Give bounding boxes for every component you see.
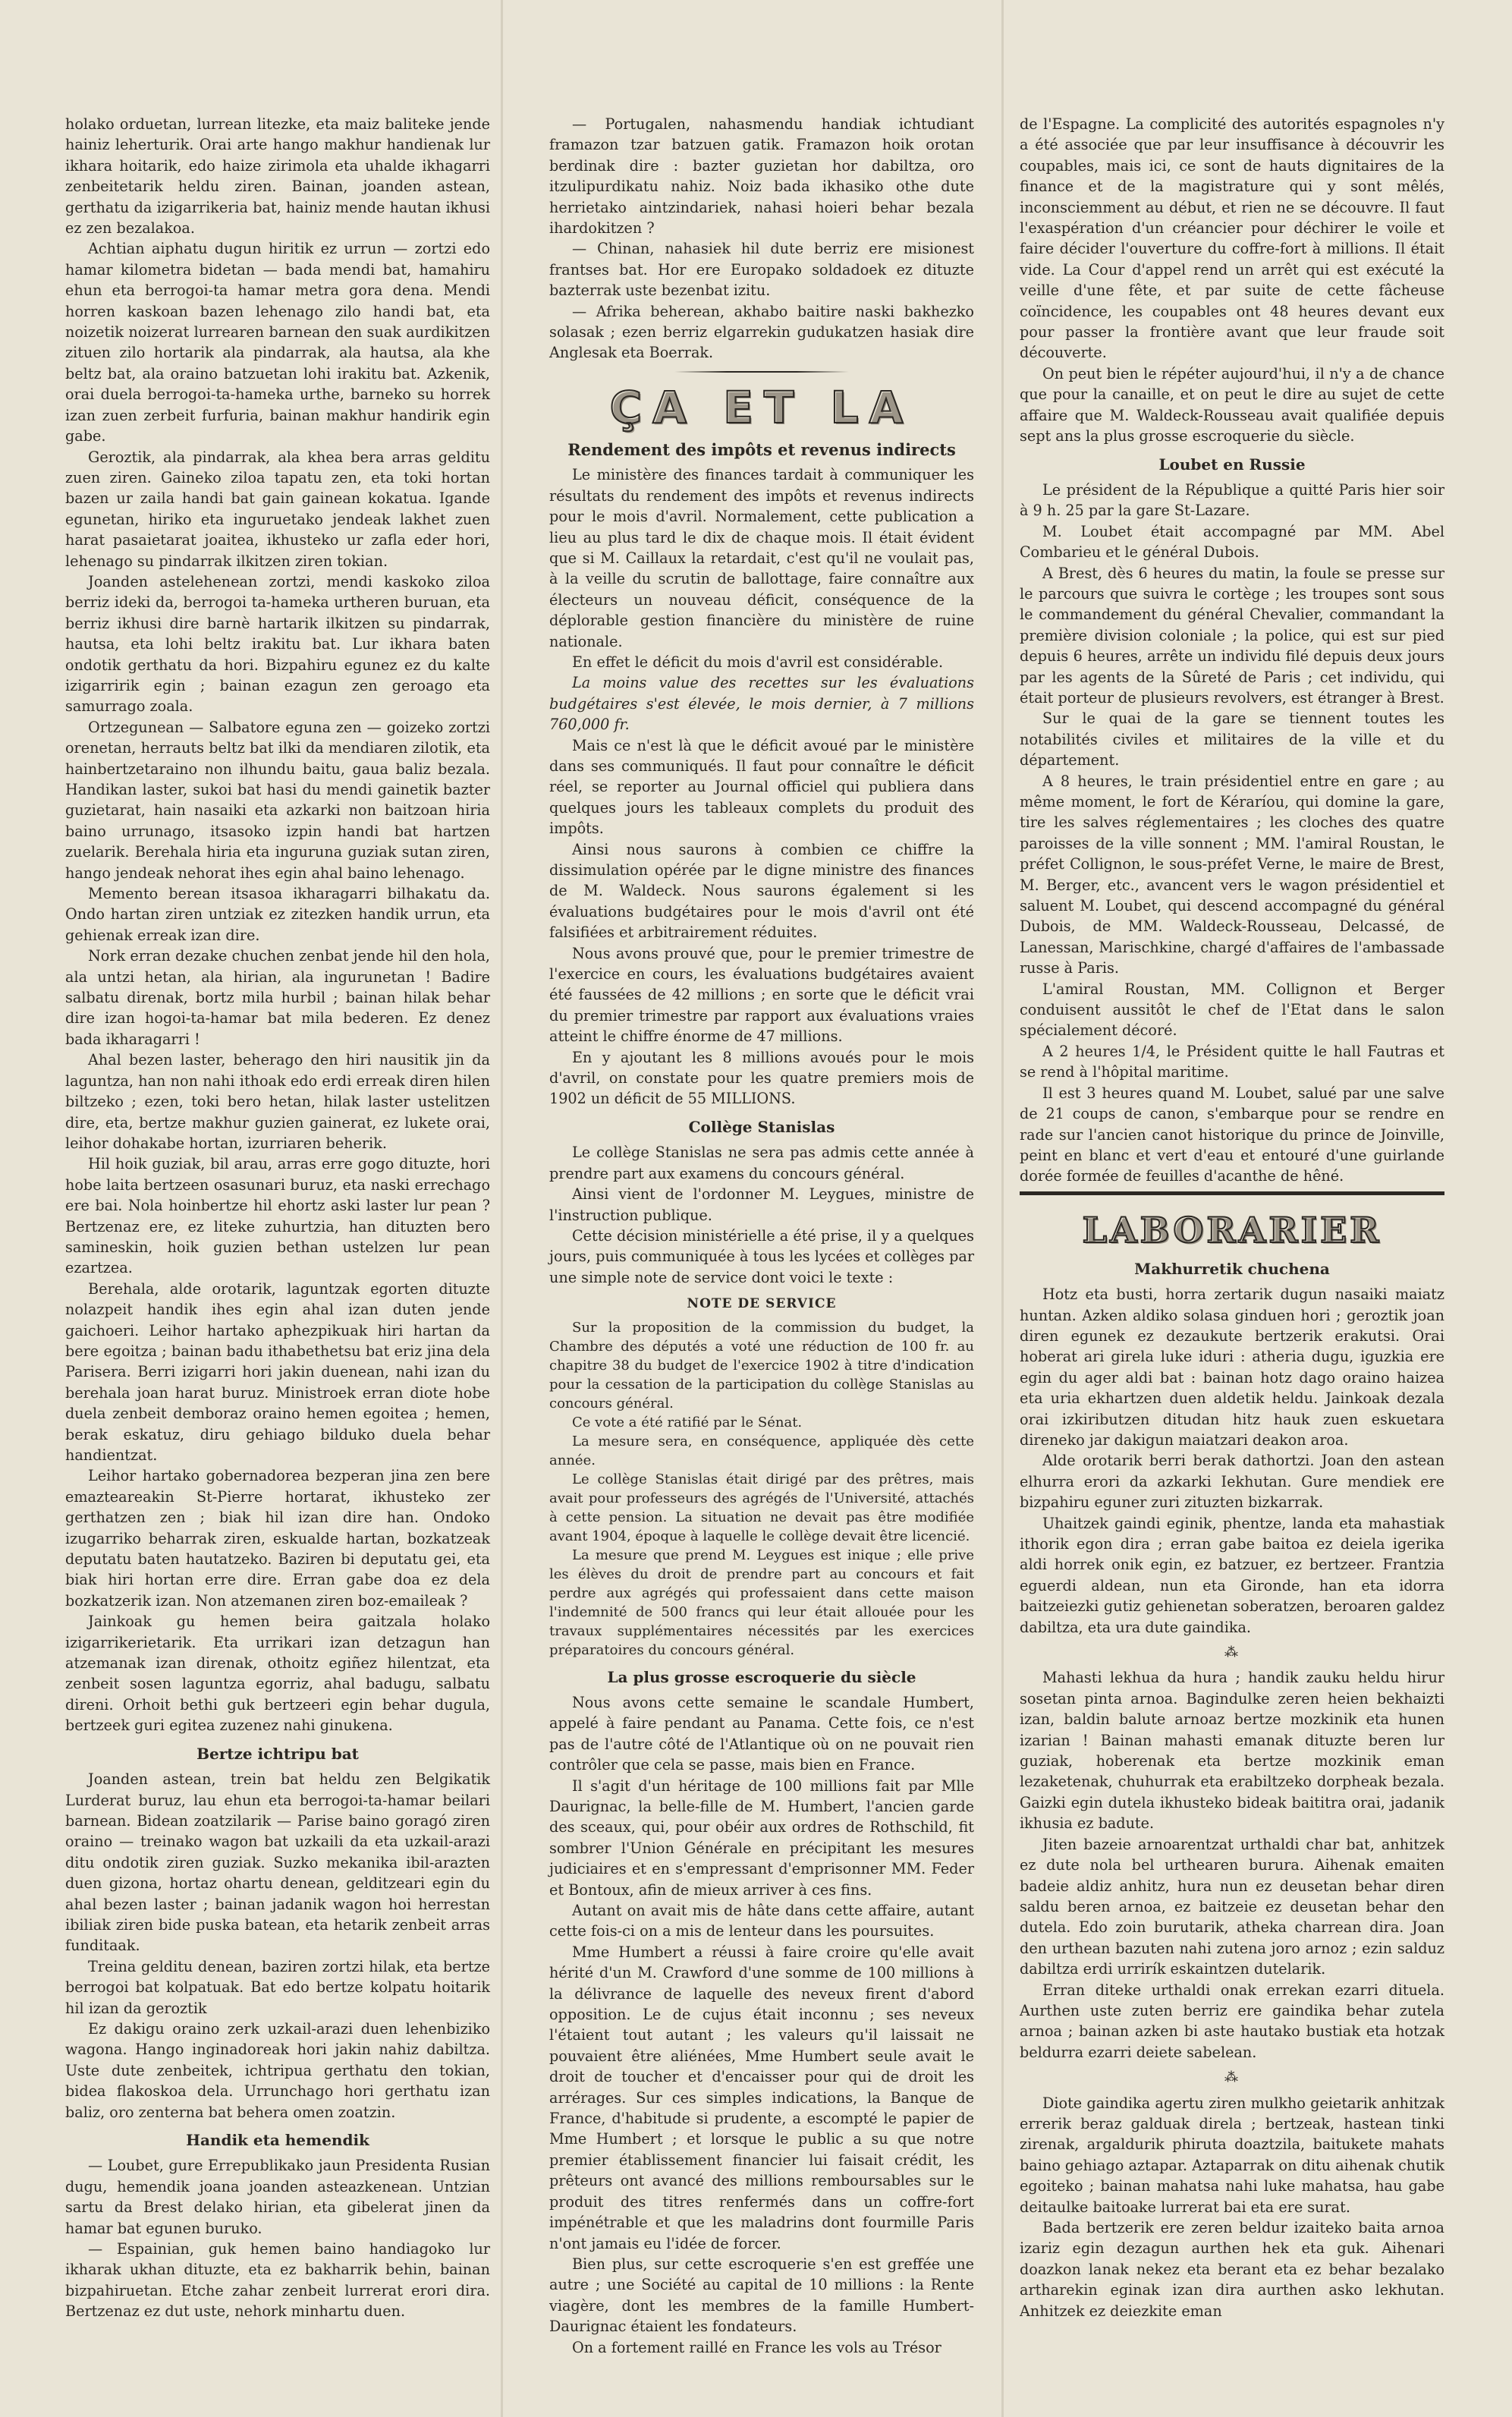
paragraph: holako orduetan, lurrean litezke, eta maiz baliteke jende hainiz leherturik. Orai arte hango makhur handienak lur ikhara hoitarik, edo haize zirimola eta uhalde ikhagarri zenbeitetarik heldu ziren. Bainan, joanden astean, gerthatu da izigarrikeria bat, hainiz mende hautan ikhusi ez zen bezalakoa. [65,115,490,238]
section-heading-makhur: Makhurretik chuchena [1134,1259,1330,1278]
paragraph: En effet le déficit du mois d'avril est considérable. [572,653,944,671]
paragraph: A 8 heures, le train présidentiel entre en gare ; au même moment, le fort de Kéraríou, qui domine la gare, tire les salves réglementaires ; les cloches des quatre paroisses de la ville sonnent ; MM. l'amiral Roustan, le préfet Collignon, le sous-préfet Verne, le maire de Brest, M. Berger, etc., avancent vers le wagon présidentiel et saluent M. Loubet, qui descend accompagné du général Dubois, de MM. Waldeck-Rousseau, Delcassé, de Lanessan, Marischkine, chargé d'affaires de l'ambassade russe à Paris. [1020,772,1444,977]
paragraph: Mme Humbert a réussi à faire croire qu'elle avait hérité d'un M. Crawford d'une somme de 100 millions à la délivrance de laquelle des neveux firent d'abord opposition. Le de cujus était inconnu ; ses neveux l'étaient tout autant ; les valeurs qu'il laissait ne pouvaient être aliénées, Mme Humbert seule avait le droit de toucher et d'encaisser pour qui de droit les arrérages. Sur ces simples indications, la Banque de France, d'habitude si prudente, a escompté le papier de Mme Humbert ; et lorsque le public a su que notre premier établissement financier lui faisait crédit, les prêteurs ont avancé des millions remboursables sur le produit des titres renfermés dans un coffre-fort impénétrable et que les maladrins dont fourmille Paris n'ont jamais eu l'idée de forcer. [549,1943,974,2252]
paragraph: Ez dakigu oraino zerk uzkail-arazi duen lehenbiziko wagona. Hango inginadoreak hori jakin nahiz dabiltza. Uste dute zenbeitek, ichtripua gerthatu den tokian, bidea flakoskoa dela. Urrunchago hori gerthatu izan baliz, oro zenterna bat behera omen zoatzin. [65,2019,490,2121]
paragraph: Joanden astelehenean zortzi, mendi kaskoko ziloa berriz ideki da, berrogoi ta-hameka urtheren buruan, eta berriz ikhusi dire barnè hartarik ilkitzen su pindarrak, hautsa, eta lohi beltz irakitu bat. Lur ikhara baten ondotik gerthatu da hori. Bizpahiru egunez ez du kalte izigarririk egin ; bainan ezagun zen geroago eta samurrago zoala. [65,572,490,716]
paragraph: Sur le quai de la gare se tiennent toutes les notabilités civiles et militaires de la ville et du département. [1020,710,1444,769]
section-heading-bertze: Bertze ichtripu bat [196,1744,359,1763]
paragraph: On a fortement raillé en France les vols au Trésor [572,2338,941,2356]
paragraph: Berehala, alde orotarik, laguntzak egorten dituzte nolazpeit handik ihes egin ahal izan duten jende gaichoeri. Leihor hartako aphezpikuak hiri hartan da bere egoitza ; bainan badu ithabethetsu bat eriz jina dela Parisera. Berri izigarri hori jakin duenean, nahi izan du berehala joan harat buruz. Ministroek erran diote hobe duela zenbeit demboraz oraino hemen egoitea ; hemen, berak eskatuz, diru gehiago bilduko duela behar handientzat. [65,1279,490,1464]
paragraph: Nous avons prouvé que, pour le premier trimestre de l'exercice en cours, les évaluations budgétaires avaient été faussées de 42 millions ; en sorte que le déficit vrai du premier trimestre par rapport aux évaluations vraies atteint le chiffre énorme de 47 millions. [549,944,974,1046]
section-heading-rendement: Rendement des impôts et revenus indirects [567,439,956,459]
paragraph: — Afrika beherean, akhabo baitire naski bakhezko solasak ; ezen berriz elgarrekin gudukatzen hasiak dire Anglesak eta Boerrak. [549,302,974,362]
paragraph: La mesure sera, en conséquence, appliquée dès cette année. [549,1433,974,1468]
paragraph: Ainsi vient de l'ordonner M. Leygues, ministre de l'instruction publique. [549,1185,974,1224]
paragraph: Leihor hartako gobernadorea bezperan jina zen bere emazteareakin St-Pierre hortarat, ikhusteko zer gerthatzen zen ; biak hil izan dire han. Ondoko izugarriko beharrak ziren, eskualde hartan, bozkatzeak deputatu baten hautatzeko. Baziren bi deputatu gei, eta biak hiri hortan erre dire. Erran gabe doa ez dela bozkatzerik izan. Non atzemanen ziren boz-emaileak ? [65,1467,490,1610]
paragraph: La moins value des recettes sur les évaluations budgétaires s'est élevée, le mois dernier, à 7 millions 760,000 fr. [549,674,974,734]
divider [1020,1191,1444,1195]
section-heading-loubet: Loubet en Russie [1158,455,1306,474]
paragraph: Bada bertzerik ere zeren beldur izaiteko baita arnoa izariz egin dezagun aurthen hek eta guk. Aihenari doazkon lanak nekez eta berant eta ez behar bezalako artharekin eginak izan dira aurthen asko lekhutan. Anhitzek ez deiezkite eman [1020,2219,1444,2320]
paragraph: En y ajoutant les 8 millions avoués pour le mois d'avril, on constate pour les quatre premiers mois de 1902 un déficit de 55 MILLIONS. [549,1048,974,1108]
column-2 [549,114,974,2358]
paragraph: Ahal bezen laster, beherago den hiri nausitik jin da laguntza, han non nahi ithoak edo erdi erreak diren hilen biltzeko ; ezen, toki bero hetan, hilak laster ustelitzen dire, eta, bertze makhur guzien gainerat, ez lukete orai, leihor dohakabe hortan, izurriaren beherik. [65,1051,490,1152]
asterism-divider: ⁂ [1224,1644,1240,1661]
paragraph: Le collège Stanislas ne sera pas admis cette année à prendre part aux examens du concours général. [549,1144,974,1182]
masthead-laborarier: LABORARIER [1082,1209,1382,1251]
paragraph: — Espainian, guk hemen baino handiagoko lur ikharak ukhan dituzte, eta ez bakharrik behin, bainan bizpahiruetan. Etche zahar zenbeit lurrerat erori dira. Bertzenaz ez dut uste, nehork minhartu duen. [65,2240,490,2321]
paragraph: Ortzegunean — Salbatore eguna zen — goizeko zortzi orenetan, herrauts beltz bat ilki da mendiaren zilotik, eta hainbertzetaraino non ilhundu baitu, gaua baliz bezala. Handikan laster, sukoi bat hasi du mendi gainetik bazter guzietarat, hain nasaiki eta azkarki non baitzoan hiria baino urrunago, itsasoko izpin handi bat hartzen zuelarik. Berehala hiria eta inguruna guziak sutan ziren, hango jendeak nehorat ihes egin ahal baino lehenago. [65,718,490,882]
paragraph: Mais ce n'est là que le déficit avoué par le ministère dans ses communiqués. Il faut pour connaître le déficit réel, se reporter au Journal officiel qui publiera dans quelques jours les tableaux complets du produit des impôts. [549,736,974,838]
paragraph: Geroztik, ala pindarrak, ala khea bera arras gelditu zuen ziren. Gaineko ziloa tapatu zen, eta toki hortan bazen ur zaila handi bat gain gainean kokatua. Igande egunetan, hiriko eta inguruetako jendeak lakhet zuen harat pasaietarat joaitea, ikhusteko ur zafla eder hori, lehenago su pindarrak ilkitzen ziren tokian. [65,448,490,570]
paragraph: Nous avons cette semaine le scandale Humbert, appelé à faire pendant au Panama. Cette fois, ce n'est pas de l'autre côté de l'Atlantique où on ne pouvait rien contrôler que cela se passe, mais bien en France. [549,1693,974,1774]
fold-line [501,0,503,2417]
paragraph: Il est 3 heures quand M. Loubet, salué par une salve de 21 coups de canon, s'embarque pour se rendre en rade sur l'ancien canot historique du prince de Joinville, peint en blanc et vert d'eau et entouré d'une guirlande dorée formée de feuilles d'acanthe de hêné. [1020,1084,1444,1185]
paragraph: Cette décision ministérielle a été prise, il y a quelques jours, puis communiquée à tous les lycées et collèges par une simple note de service dont voici le texte : [549,1226,974,1286]
column-1 [65,114,490,2322]
paragraph: Memento berean itsasoa ikharagarri bilhakatu da. Ondo hartan ziren untziak ez zitezken handik urrun, eta gehienak erreak izan dire. [65,885,490,944]
paragraph: Uhaitzek gaindi eginik, phentze, landa eta mahastiak ithorik egon dira ; erran gabe baitoa ez deiela igerika aldi horrek onik egin, ez batzuer, ez bertzeer. Frantzia eguerdi aldean, nun eta Gironde, han eta idorra baitzeiezki gutiz gehienetan soberatzen, beroaren galdez dabiltza, eta ura dute gaindika. [1020,1514,1444,1636]
paragraph: A 2 heures 1/4, le Président quitte le hall Fautras et se rend à l'hôpital maritime. [1020,1042,1444,1081]
section-heading-escroquerie: La plus grosse escroquerie du siècle [607,1667,916,1686]
paragraph: Ce vote a été ratifié par le Sénat. [572,1414,803,1430]
paragraph: Erran diteke urthaldi onak errekan ezarri dituela. Aurthen uste zuten berriz ere gaindika behar zutela arnoa ; bainan azken bi aste hautako bustiak eta hotzak beldurra ezarri deiete sabelean. [1020,1981,1444,2061]
paragraph: de l'Espagne. La complicité des autorités espagnoles n'y a été associée que par leur insuffisance à découvrir les coupables, mais ici, ce sont de hauts dignitaires de la finance et de la magistrature qui y sont mêlés, inconsciemment au début, et rien ne se découvre. Il faut l'exaspération d'un créancier pour déchirer le voile et faire décider l'ouverture du coffre-fort à millions. Il était vide. La Cour d'appel rend un arrêt qui est exécuté la veille d'une fête, et par suite de cette fâcheuse coïncidence, les coupables ont 48 heures devant eux pour passer la frontière avant que leur fraude soit découverte. [1020,115,1444,362]
masthead-ca-et-la: ÇA ET LA [609,381,914,433]
paragraph: Joanden astean, trein bat heldu zen Belgikatik Lurderat buruz, lau ehun eta berrogoi-ta-hamar beilari barnean. Bidean zoatzilarik — Parise baino goragó ziren oraino — treinako wagon bat uzkaili da eta uzkail-arazi ditu ondotik ziren guziak. Suzko mekanika ibil-arazten duen gizona, hortaz ohartu denean, gelditzeari egin du ahal bezen laster ; bainan jadanik wagon hoi herrestan ibiliak ziren bide puska batean, eta hetarik zenbeit arras funditaak. [65,1770,490,1955]
paragraph: Autant on avait mis de hâte dans cette affaire, autant cette fois-ci on a mis de lenteur dans les poursuites. [549,1902,974,1940]
paragraph: A Brest, dès 6 heures du matin, la foule se presse sur le parcours que suivra le cortège ; les troupes sont sous le commandement du général Chevalier, commandant la première division coloniale ; la police, qui est sur pied depuis 6 heures, arrête un individu filé depuis deux jours par les agents de la Sûreté de Paris ; cet individu, qui était porteur de plusieurs revolvers, est étranger à Brest. [1020,564,1444,707]
fold-line [1001,0,1004,2417]
paragraph: Jiten bazeie arnoarentzat urthaldi char bat, anhitzek ez dute nola bel urthearen burura. Aihenak emaiten badeie aldiz anhitz, hura nun ez deusetan behar diren saldu beren arnoa, ez baitzeie ez deusetan behar den dutela. Edo zoin burutarik, atheka charrean dira. Joan den urthean bazuten nahi zutena joro arnoz ; ezin salduz dabiltza erdi urrirík eskaintzen dutelarik. [1020,1835,1444,1978]
paragraph: Le collège Stanislas était dirigé par des prêtres, mais avait pour professeurs des agrégés de l'Université, attachés à cette pension. La situation ne devait pas être modifiée avant 1904, époque à laquelle le collège devait être licencié. [549,1471,974,1544]
paragraph: — Portugalen, nahasmendu handiak ichtudiant framazon tzar batzuen gatik. Framazon hoik orotan berdinak dire : bazter guzietan hor dabiltza, oro itzulipurdikatu nahiz. Noiz bada ikhasiko othe dute herrietako aintzindariek, nahasi hoieri behar bezala ihardokitzen ? [549,115,974,238]
paragraph: L'amiral Roustan, MM. Collignon et Berger conduisent aussitôt le chef de l'Etat dans le salon spécialement décoré. [1020,980,1444,1040]
section-heading-handik: Handik eta hemendik [186,2131,369,2149]
paragraph: Bien plus, sur cette escroquerie s'en est greffée une autre ; une Société au capital de 10 millions : la Rente viagère, dont les membres de la famille Humbert-Daurignac étaient les fondateurs. [549,2255,974,2336]
paragraph: On peut bien le répéter aujourd'hui, il n'y a de chance que pour la canaille, et on peut le dire au sujet de cette affaire que M. Waldeck-Rousseau avait qualifiée depuis sept ans la plus grosse escroquerie du siècle. [1020,364,1444,445]
paragraph: Il s'agit d'un héritage de 100 millions fait par Mlle Daurignac, la belle-fille de M. Humbert, l'ancien garde des sceaux, qui, pour obéir aux ordres de Rothschild, fit sombrer l'Union Générale en précipitant les mesures judiciaires et en s'empressant d'emprisonner MM. Feder et Bontoux, afin de mieux arriver à ces fins. [549,1777,974,1899]
paragraph: La mesure que prend M. Leygues est inique ; elle prive les élèves du droit de prendre part au concours et fait perdre aux agrégés qui professaient dans cette maison l'indemnité de 500 francs qui leur était allouée pour les travaux supplémentaires nécessités par les exercices préparatoires du concours général. [549,1547,974,1658]
paragraph: Hotz eta busti, horra zertarik dugun nasaiki maiatz huntan. Azken aldiko solasa ginduen hori ; geroztik joan diren egunek ez dezaukute bertzerik erakutsi. Orai hoberat ari girela luke iduri : atheria dugu, iguzkia ere egin du ager aldi bat : bainan hotz dago oraino haizea eta uria ekhartzen duen aldetik heldu. Jainkoak dezala orai izkiributzen ditudan hitz hauk zuen eskuetara direneko jar dakigun maiatzari deakon aroa. [1020,1286,1444,1449]
column-3 [1020,114,1444,2321]
paragraph: Le président de la République a quitté Paris hier soir à 9 h. 25 par la gare St-Lazare. [1020,480,1444,520]
paragraph: Hil hoik guziak, bil arau, arras erre gogo dituzte, hori hobe laita bertzeen osasunari buruz, eta naski errechago ere bai. Nola hoinbertze hil ehortz aski laster lur pean ? Bertzenaz ere, ez liteke zuhurtzia, han dituzten bero samineskin, hoik guzien bethan ustelzen lur pean ezartzea. [65,1155,490,1277]
paragraph: Alde orotarik berri berak dathortzi. Joan den astean elhurra erori da azkarki Iekhutan. Gure mendiek ere bizpahiru eguner zuri zituzten bizkarrak. [1020,1452,1444,1512]
paragraph: Sur la proposition de la commission du budget, la Chambre des députés a voté une réduction de 100 fr. au chapitre 38 du budget de l'exercice 1902 à titre d'indication pour la cessation de la participation du collège Stanislas au concours général. [549,1319,974,1411]
paragraph: Mahasti lekhua da hura ; handik zauku heldu hirur sosetan pinta arnoa. Bagindulke zeren heien bekhaizti izan, baldin balute arnoaz bertze mozkinik eta hunen izarian ! Bainan mahasti emanak dituzte beren lur guziak, hoberenak eta bertze mozkinik eman lezaketenak, chuhurrak eta erabiltzeko dorpheak bezala. Gaizki egin dutela ikhusteko bideak baititra orai, jadanik ikhusia ez badute. [1020,1669,1444,1833]
paragraph: Jainkoak gu hemen beira gaitzala holako izigarrikerietarik. Eta urrikari izan detzagun han atzemanak izan direnak, othoitz egiñez hilentzat, eta zenbeit sosen laguntza egorriz, ahal badugu, salbatu direni. Orhoit bethi guk bertzeeri egin behar dugula, bertzeek guri egitea zuzenez nahi ginukena. [65,1613,490,1735]
paragraph: — Chinan, nahasiek hil dute berriz ere misionest frantses bat. Hor ere Europako soldadoek ez dituzte bazterrak uste bezenbat izitu. [549,240,974,300]
asterism-divider: ⁂ [1224,2069,1240,2086]
paragraph: Nork erran dezake chuchen zenbat jende hil den hola, ala untzi hetan, ala hirian, ala ingurunetan ! Badire salbatu direnak, bortz mila hurbil ; bainan hilak behar dire izan hogoi-ta-hamar bat mila bederen. Ez denez bada ikharagarri ! [65,947,490,1048]
note-de-service-heading: NOTE DE SERVICE [687,1296,837,1312]
paragraph: Le ministère des finances tardait à communiquer les résultats du rendement des impôts et revenus indirects pour le mois d'avril. Normalement, cette publication a lieu au plus tard le dix de chaque mois. Il était évident que si M. Caillaux la retardait, c'est qu'il ne voulait pas, à la veille du scrutin de ballottage, faire connaître aux électeurs un nouveau déficit, conséquence de la déplorable gestion financière du ministère de ruine nationale. [549,466,974,650]
divider [549,371,974,373]
paragraph: Ainsi nous saurons à combien ce chiffre la dissimulation opérée par le digne ministre des finances de M. Waldeck. Nous saurons également si les évaluations budgétaires pour le mois d'avril ont été falsifiées et arbitrairement réduites. [549,840,974,942]
paragraph: Achtian aiphatu dugun hiritik ez urrun — zortzi edo hamar kilometra bidetan — bada mendi bat, hamahiru ehun eta berrogoi-ta hamar metra gora dena. Mendi horren kaskoan bazen lehenago zilo handi bat, eta noizetik noizerat lurrearen barnean den suak aurdikitzen zituen zilo hortarik ala pindarrak, ala hautsa, ala khe beltz bat, ala oraino batzuetan lohi irakitu bat. Azkenik, orai duela berrogoi-ta-hameka urthe, barneko su horrek izan zuen zerbeit furfuria, bainan makhur handirik egin gabe. [65,240,490,445]
paragraph: M. Loubet était accompagné par MM. Abel Combarieu et le général Dubois. [1020,522,1444,562]
paragraph: — Loubet, gure Errepublikako jaun Presidenta Rusian dugu, hemendik joana joanden asteazkenean. Untzian sartu da Brest delako hirian, eta gibelerat jinen da hamar bat egunen buruko. [65,2157,490,2237]
paragraph: Treina gelditu denean, baziren zortzi hilak, eta bertze berrogoi bat kolpatuak. Bat edo bertze kolpatu hoitarik hil izan da geroztik [65,1957,490,2017]
paragraph: Diote gaindika agertu ziren mulkho geietarik anhitzak errerik beraz galduak direla ; bertzeak, hastean tinki zirenak, argaldurik phiruta doaztzila, baitukete mahats baino gehiago aztapar. Aztaparrak on ditu aihenak chutik egoiteko ; bainan mahatsa nahi luke mahatsa, hau gabe deitaulke baitoake lurrerat bai eta ere surat. [1020,2094,1444,2216]
section-heading-college: Collège Stanislas [688,1117,835,1136]
